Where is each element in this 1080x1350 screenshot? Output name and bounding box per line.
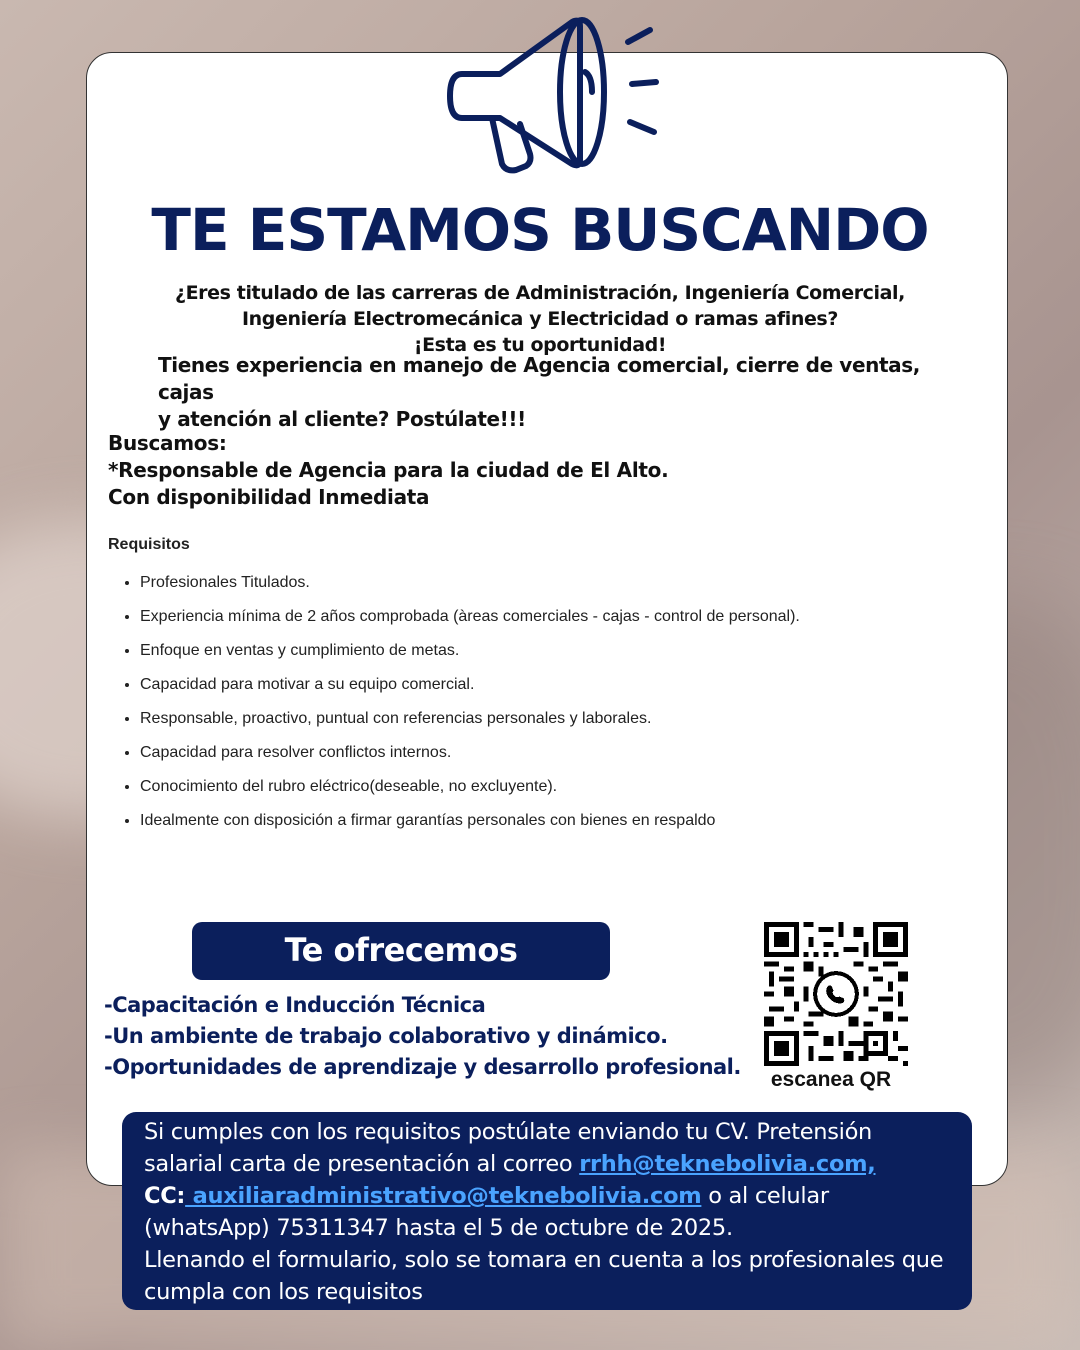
seeking-section [108,430,928,511]
question-line: Ingeniería Electromecánica y Electricidad o ramas afines? [242,308,838,330]
list-item: • Capacidad para motivar a su equipo comercial. [140,668,1020,702]
page-title: TE ESTAMOS BUSCANDO [151,196,929,264]
list-item: • Experiencia mínima de 2 años comprobada (àreas comerciales - cajas - control de personal). [140,600,1020,634]
apply-note: Llenando el formulario, solo se tomara en cuenta a los profesionales que cumpla con los requisitos [144,1247,944,1305]
email-link-rrhh[interactable]: rrhh@teknebolivia.com, [579,1151,876,1177]
apply-text: o al celular (whatsApp) 75311347 hasta el 5 de octubre de 2025. [144,1183,829,1241]
seeking-availability: Con disponibilidad Inmediata [108,485,430,509]
list-item: • Conocimiento del rubro eléctrico(deseable, no excluyente). [140,770,1020,804]
megaphone-icon [440,14,670,184]
seeking-position: *Responsable de Agencia para la ciudad de El Alto. [108,458,669,482]
requirements-heading: Requisitos [108,536,190,553]
requirements-list [108,566,1020,838]
experience-line: Tienes experiencia en manejo de Agencia comercial, cierre de ventas, cajas [158,353,920,404]
list-item: • Responsable, proactivo, puntual con referencias personales y laborales. [140,702,1020,736]
list-item: -Capacitación e Inducción Técnica [104,993,486,1017]
seeking-heading: Buscamos: [108,431,227,455]
list-item: • Profesionales Titulados. [140,566,1020,600]
list-item: • Capacidad para resolver conflictos internos. [140,736,1020,770]
apply-text: Si cumples con los requisitos postúlate enviando tu CV. Pretensión salarial carta de presentación al correo [144,1119,873,1177]
experience-line: y atención al cliente? Postúlate!!! [158,407,526,431]
experience-text [158,352,978,433]
offer-list [104,990,754,1083]
list-item: • Idealmente con disposición a firmar garantías personales con bienes en respaldo [140,804,1020,838]
qr-code[interactable] [764,922,908,1066]
intro-question [110,280,970,358]
qr-label: escanea QR [770,1068,892,1091]
list-item: -Oportunidades de aprendizaje y desarrollo profesional. [104,1055,741,1079]
question-line: ¿Eres titulado de las carreras de Administración, Ingeniería Comercial, [174,282,905,304]
apply-instructions [122,1112,972,1310]
email-link-auxiliar[interactable]: auxiliaradministrativo@teknebolivia.com [185,1183,702,1209]
list-item: • Enfoque en ventas y cumplimiento de metas. [140,634,1020,668]
list-item: -Un ambiente de trabajo colaborativo y dinámico. [104,1024,668,1048]
question-line: ¡Esta es tu oportunidad! [413,334,667,356]
cc-label: CC: [144,1183,186,1209]
offer-heading: Te ofrecemos [192,922,610,980]
